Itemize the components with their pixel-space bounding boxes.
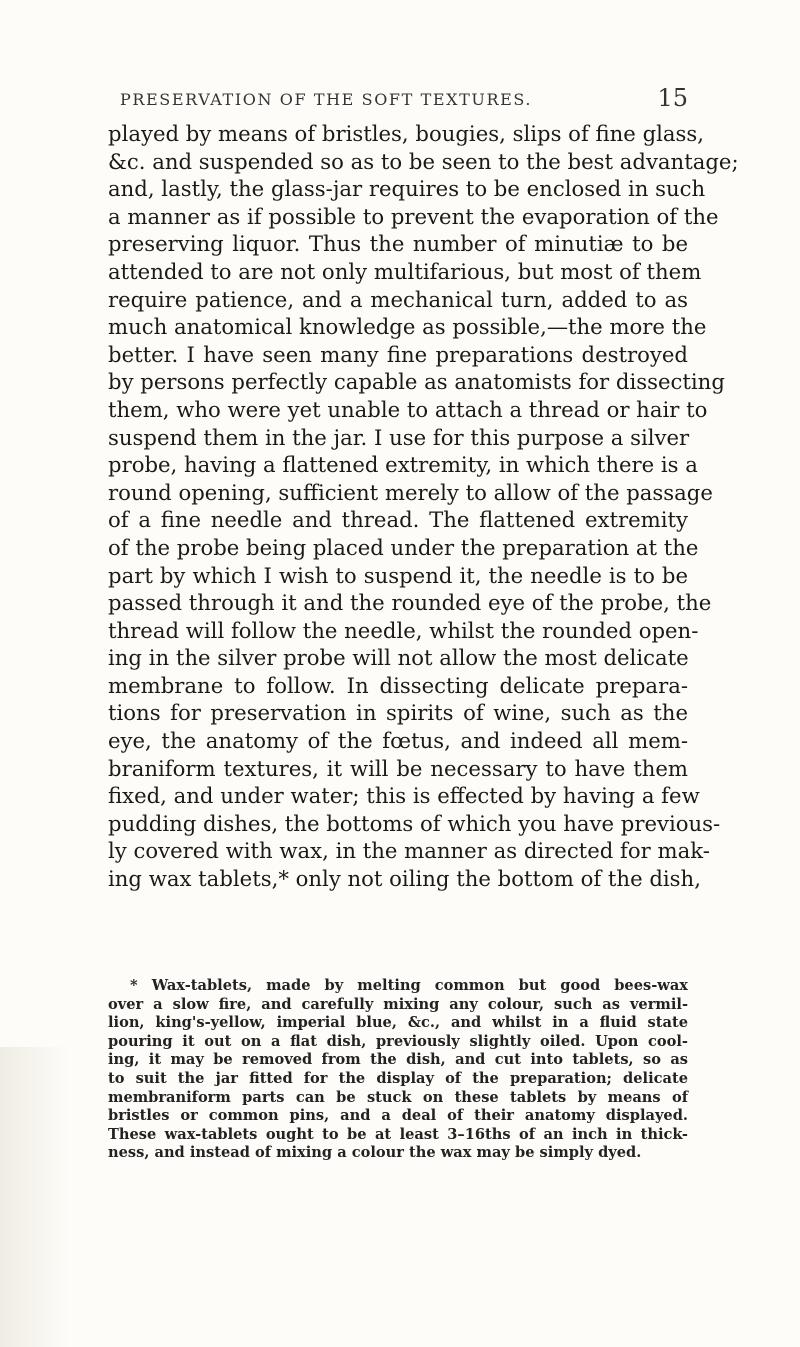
footnote-line: lion, king's-yellow, imperial blue, &c., and whilst in a fluid state [108, 1014, 688, 1032]
text-line: ly covered with wax, in the manner as directed for mak- [108, 838, 710, 864]
footnote [108, 977, 688, 1163]
footnote-line: ing, it may be removed from the dish, and cut into tablets, so as [108, 1051, 688, 1069]
text-line: ing wax tablets,* only not oiling the bottom of the dish, [108, 866, 701, 892]
footnote-line: membraniform parts can be stuck on these tablets by means of [108, 1088, 688, 1106]
body-text [108, 120, 739, 893]
text-line: preserving liquor. Thus the number of minutiæ to be [108, 231, 688, 257]
text-line: fixed, and under water; this is effected by having a few [108, 783, 700, 809]
page-number: 15 [657, 84, 688, 112]
page-header [108, 84, 688, 114]
text-line: attended to are not only multifarious, but most of them [108, 258, 702, 284]
text-line: probe, having a flattened extremity, in which there is a [108, 452, 698, 478]
running-head: PRESERVATION OF THE SOFT TEXTURES. [120, 90, 533, 109]
footnote-line: * Wax-tablets, made by melting common but good bees-wax [130, 977, 688, 994]
text-line: part by which I wish to suspend it, the needle is to be [108, 562, 688, 588]
footnote-line: over a slow fire, and carefully mixing any colour, such as vermil- [108, 995, 688, 1013]
footnote-line: bristles or common pins, and a deal of their anatomy displayed. [108, 1107, 688, 1125]
text-line: them, who were yet unable to attach a thread or hair to [108, 396, 708, 422]
text-line: membrane to follow. In dissecting delicate prepara- [108, 672, 688, 698]
footnote-line: ness, and instead of mixing a colour the wax may be simply dyed. [108, 1144, 642, 1162]
text-line: of a fine needle and thread. The flattened extremity [108, 507, 688, 533]
text-line: &c. and suspended so as to be seen to the best advantage; [108, 148, 739, 174]
text-line: eye, the anatomy of the fœtus, and indeed all mem- [108, 728, 688, 754]
footnote-line: pouring it out on a flat dish, previously slightly oiled. Upon cool- [108, 1032, 688, 1050]
text-line: of the probe being placed under the preparation at the [108, 534, 699, 560]
text-line: suspend them in the jar. I use for this purpose a silver [108, 424, 690, 450]
text-line: pudding dishes, the bottoms of which you have previous- [108, 810, 721, 836]
text-line: played by means of bristles, bougies, slips of fine glass, [108, 121, 705, 146]
text-line: braniform textures, it will be necessary to have them [108, 755, 688, 781]
text-line: and, lastly, the glass-jar requires to be enclosed in such [108, 176, 706, 202]
text-line: require patience, and a mechanical turn, added to as [108, 286, 688, 312]
text-line: round opening, sufficient merely to allow of the passage [108, 479, 713, 505]
text-line: passed through it and the rounded eye of the probe, the [108, 590, 712, 616]
text-line: ing in the silver probe will not allow the most delicate [108, 645, 689, 671]
text-line: tions for preservation in spirits of wine, such as the [108, 700, 688, 726]
text-line: by persons perfectly capable as anatomists for dissecting [108, 369, 725, 395]
page-edge-shadow [0, 1047, 70, 1347]
footnote-line: to suit the jar fitted for the display of the preparation; delicate [108, 1069, 688, 1087]
footnote-line: These wax-tablets ought to be at least 3–16ths of an inch in thick- [108, 1125, 688, 1143]
text-line: better. I have seen many fine preparations destroyed [108, 341, 688, 367]
text-line: a manner as if possible to prevent the evaporation of the [108, 203, 719, 229]
text-line: thread will follow the needle, whilst the rounded open- [108, 617, 699, 643]
text-line: much anatomical knowledge as possible,—the more the [108, 314, 707, 340]
